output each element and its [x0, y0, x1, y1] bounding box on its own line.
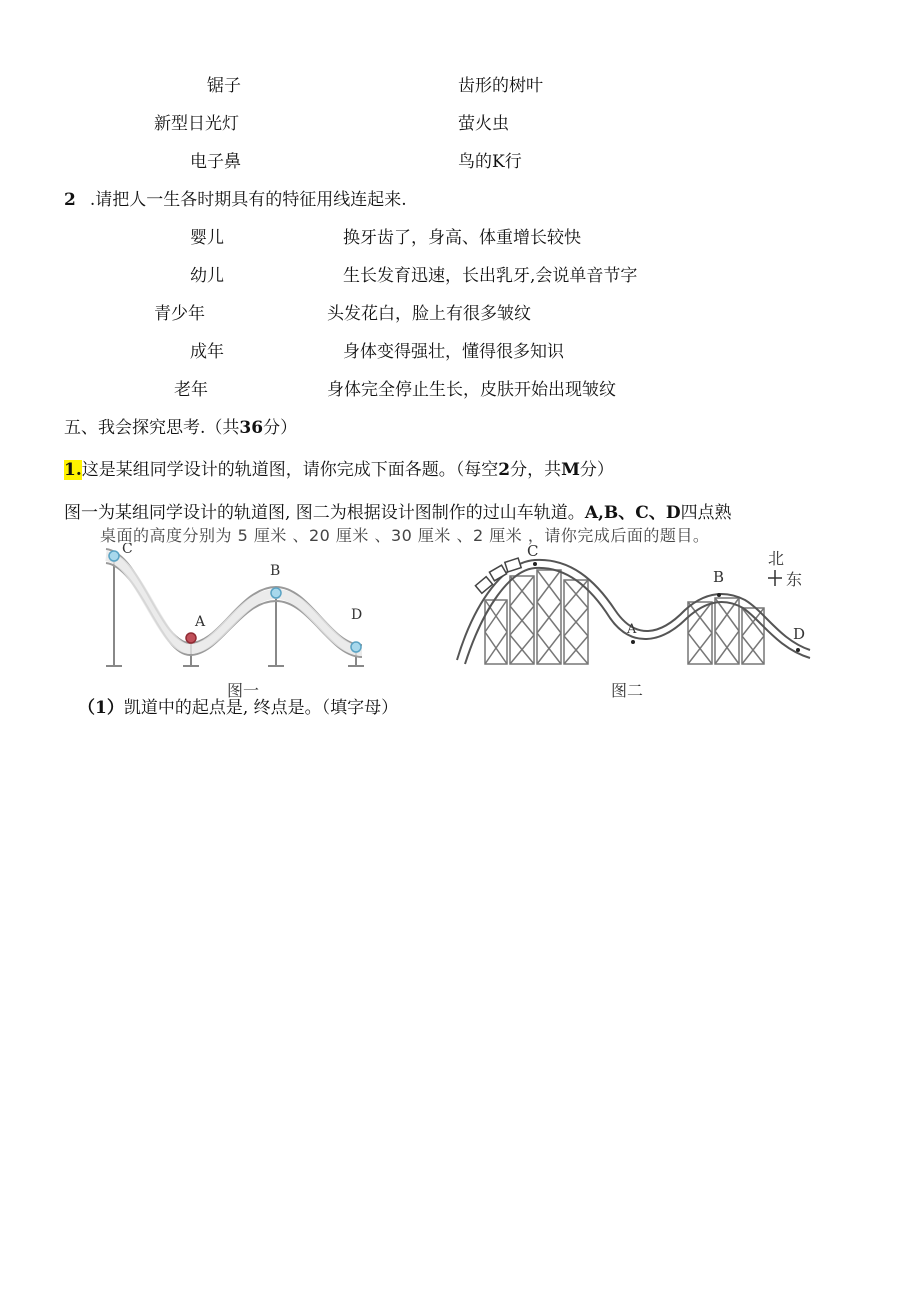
- feature-5: 身体完全停止生长，皮肤开始出现皱纹: [327, 380, 616, 400]
- match-right-3: 鸟的K行: [458, 152, 522, 172]
- question-2: [64, 189, 407, 211]
- intro-line-2: 桌面的高度分别为 5 厘米 、20 厘米 、30 厘米 、2 厘米 ，请你完成后面的题目。: [100, 526, 710, 545]
- intro-point-labels: A,B、C、D: [584, 503, 681, 523]
- figure-1-point-a: [186, 633, 196, 643]
- compass-north-label: 北: [768, 549, 785, 568]
- match-left-1: 锯子: [207, 76, 241, 96]
- question-1-text-a: 这是某组同学设计的轨道图，请你完成下面各题。（每空: [81, 460, 499, 480]
- sub-question-1: [78, 697, 398, 719]
- figure-2-label-a: A: [627, 622, 637, 637]
- intro-line-1-c: 四点熟: [680, 503, 732, 523]
- figure-1-label-a: A: [195, 614, 206, 630]
- figure-2-point-c: [533, 562, 537, 566]
- figure-1-track-fill: [106, 556, 362, 651]
- section-5-title: [64, 417, 297, 439]
- figure-1-label-d: D: [351, 607, 363, 623]
- feature-3: 头发花白，脸上有很多皱纹: [327, 304, 531, 324]
- stage-elderly: 老年: [174, 380, 208, 400]
- sub-question-1-text: 凯道中的起点是, 终点是。（填字母）: [123, 698, 399, 718]
- figure-1-track-diagram: [100, 543, 390, 673]
- question-1: [64, 459, 614, 481]
- section-5-title-a: 五、我会探究思考.（共: [64, 418, 240, 438]
- question-1-score-each: 2: [498, 460, 511, 480]
- figure-1-point-d: [351, 642, 361, 652]
- figure-2-point-a: [631, 640, 635, 644]
- question-2-text: .请把人一生各时期具有的特征用线连起来.: [89, 190, 407, 210]
- compass-east-label: 东: [786, 570, 803, 589]
- sub-question-1-label: （1）: [78, 698, 124, 718]
- figure-1-point-c: [109, 551, 119, 561]
- figure-2-point-b: [717, 593, 721, 597]
- figure-2-caption: 图二: [611, 681, 644, 700]
- feature-1: 换牙齿了，身高、体重增长较快: [343, 228, 581, 248]
- figure-1-track-inner: [106, 563, 362, 657]
- question-1-text-c: 分）: [579, 460, 614, 480]
- figure-2-roller-coaster: [455, 540, 815, 675]
- intro-line-1-a: 图一为某组同学设计的轨道图, 图二为根据设计图制作的过山车轨道。: [64, 503, 585, 523]
- feature-4: 身体变得强壮，懂得很多知识: [343, 342, 564, 362]
- match-right-2: 萤火虫: [458, 114, 509, 134]
- feature-2: 生长发育迅速，长出乳牙,会说单音节字: [343, 266, 638, 286]
- figure-1-label-c: C: [122, 543, 133, 557]
- match-right-1: 齿形的树叶: [458, 76, 543, 96]
- figure-2-label-b: B: [713, 568, 725, 586]
- stage-toddler: 幼儿: [190, 266, 224, 286]
- figure-1-caption: 图一: [227, 681, 260, 700]
- match-left-2: 新型日光灯: [154, 114, 239, 134]
- question-1-number: 1.: [64, 460, 82, 480]
- question-1-text-b: 分，共: [510, 460, 562, 480]
- stage-adult: 成年: [190, 342, 224, 362]
- section-5-title-b: 分）: [263, 418, 298, 438]
- figure-2-label-d: D: [793, 625, 806, 643]
- stage-infant: 婴儿: [190, 228, 224, 248]
- stage-teen: 青少年: [154, 304, 205, 324]
- figure-1-label-b: B: [270, 563, 281, 579]
- section-5-score: 36: [239, 418, 264, 438]
- figure-1-point-b: [271, 588, 281, 598]
- intro-line-1: [64, 502, 732, 524]
- question-1-score-total: M: [561, 460, 580, 480]
- question-2-number: 2: [64, 190, 76, 210]
- match-left-3: 电子鼻: [190, 152, 241, 172]
- compass-cross-icon: [768, 570, 782, 586]
- figure-2-point-d: [796, 648, 800, 652]
- figure-2-label-c: C: [527, 542, 539, 560]
